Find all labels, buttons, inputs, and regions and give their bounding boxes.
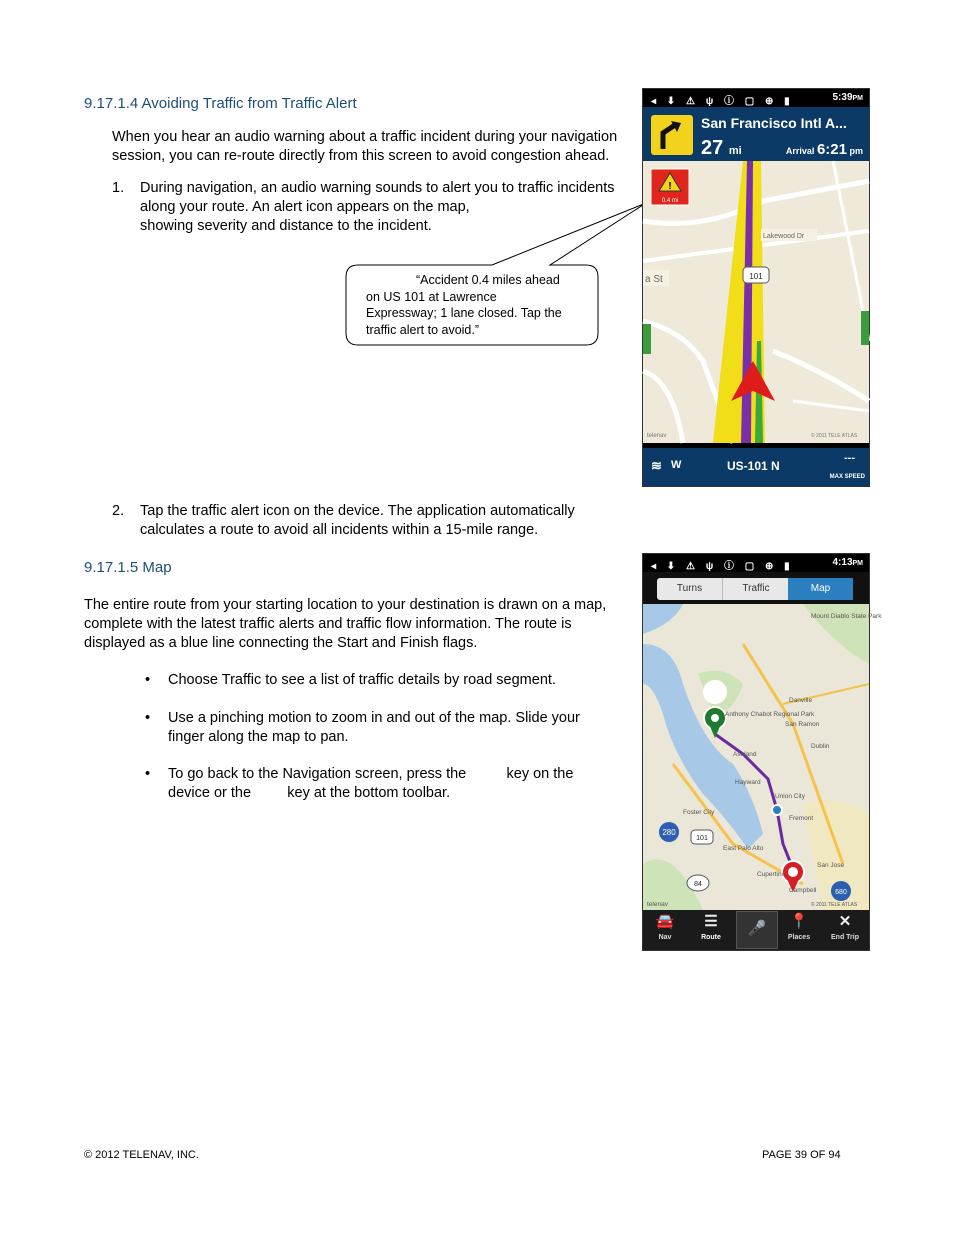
step-line: During navigation, an audio warning sounds to alert you to traffic incidents bbox=[140, 180, 615, 196]
status-time: 5:39PM bbox=[832, 92, 863, 103]
para-line: complete with the latest traffic alerts and traffic flow information. The route is bbox=[84, 616, 572, 632]
tab-group bbox=[657, 578, 853, 600]
map-label: Dublin bbox=[811, 743, 830, 750]
map-label: Mount Diablo State Park bbox=[811, 613, 882, 620]
bullet-line: Choose Traffic to see a list of traffic details by road segment. bbox=[168, 672, 556, 688]
step-line: showing severity and distance to the incident. bbox=[140, 218, 432, 234]
step-1-number: 1. bbox=[112, 180, 125, 196]
step-2-number: 2. bbox=[112, 503, 125, 519]
map-label: San Jose bbox=[817, 862, 845, 869]
status-icons: ◂ ⬇ ⚠ ψ ⓘ ▢ ⊕ ▮ bbox=[651, 96, 794, 107]
bottom-toolbar bbox=[643, 910, 869, 950]
footer-page-number: PAGE 39 OF 94 bbox=[762, 1149, 841, 1161]
pin-icon: 📍 bbox=[789, 913, 809, 930]
bullet-item bbox=[145, 671, 625, 690]
intro-line: session, you can re-route directly from this screen to avoid congestion ahead. bbox=[112, 148, 610, 164]
status-icons: ◂ ⬇ ⚠ ψ ⓘ ▢ ⊕ ▮ bbox=[651, 561, 794, 572]
map-label: Ashland bbox=[733, 751, 757, 758]
callout-line: “Accident 0.4 miles ahead bbox=[416, 273, 560, 287]
intro-line: When you hear an audio warning about a traffic incident during your navigation bbox=[112, 129, 618, 145]
toolbar-route-button[interactable] bbox=[691, 910, 731, 950]
microphone-icon: 🎤 bbox=[747, 920, 767, 937]
toolbar-label: Route bbox=[701, 934, 721, 941]
map-label: Union City bbox=[775, 793, 805, 800]
map-label: San Ramon bbox=[785, 721, 820, 728]
toolbar-end-trip-button[interactable] bbox=[825, 910, 865, 950]
map-graphic bbox=[643, 161, 869, 443]
navigation-screenshot bbox=[642, 88, 870, 487]
map-label: Danville bbox=[789, 697, 813, 704]
callout-line: on US 101 at Lawrence bbox=[366, 289, 497, 304]
highway-shield: 101 bbox=[696, 835, 708, 842]
map-label: Hayward bbox=[735, 779, 761, 786]
map-label: Fremont bbox=[789, 815, 814, 822]
highway-shield: 84 bbox=[694, 881, 702, 888]
close-icon: ✕ bbox=[838, 913, 852, 930]
highway-shield: 680 bbox=[835, 889, 847, 896]
max-speed-label: MAX SPEED bbox=[829, 474, 865, 480]
destination-name: San Francisco Intl A... bbox=[701, 115, 847, 131]
toolbar-label: End Trip bbox=[831, 934, 859, 941]
intro-paragraph bbox=[112, 128, 642, 166]
status-bar bbox=[643, 89, 869, 107]
bullet-item bbox=[145, 709, 625, 747]
map-label: Campbell bbox=[789, 887, 817, 894]
street-label: Lakewood Dr bbox=[763, 233, 805, 240]
step-2-text bbox=[140, 502, 640, 540]
toolbar-places-button[interactable] bbox=[779, 910, 819, 950]
section-heading-map: 9.17.1.5 Map bbox=[84, 559, 172, 576]
toolbar-label: Nav bbox=[658, 934, 672, 941]
bullet-item bbox=[145, 765, 625, 803]
section-heading-avoiding-traffic: 9.17.1.4 Avoiding Traffic from Traffic Alert bbox=[84, 95, 357, 112]
status-time: 4:13PM bbox=[832, 557, 863, 568]
map-label: East Palo Alto bbox=[723, 845, 764, 852]
bullet-line: finger along the map to pan. bbox=[168, 729, 349, 745]
step-line: calculates a route to avoid all incidents within a 15-mile range. bbox=[140, 522, 539, 538]
brand-label: telenav bbox=[647, 901, 668, 908]
callout-line: traffic alert to avoid.” bbox=[366, 322, 480, 337]
map-graphic bbox=[643, 604, 882, 910]
map-copyright: © 2011 TELE ATLAS bbox=[811, 902, 858, 908]
street-label: a St bbox=[645, 274, 663, 285]
map-label: Cupertino bbox=[757, 871, 786, 878]
status-bar bbox=[643, 554, 869, 572]
bullet-dot: • bbox=[145, 672, 151, 688]
bullet-line: Use a pinching motion to zoom in and out of the map. Slide your bbox=[168, 710, 580, 726]
callout-text bbox=[366, 272, 596, 338]
highway-shield: 280 bbox=[662, 828, 676, 837]
route-map[interactable] bbox=[643, 604, 882, 910]
tab-map[interactable]: Map bbox=[788, 578, 853, 600]
distance-remaining: 27 mi bbox=[701, 137, 742, 159]
footer-copyright: © 2012 TELENAV, INC. bbox=[84, 1149, 199, 1161]
brand-label: telenav bbox=[647, 433, 667, 439]
arrival-time: Arrival 6:21 pm bbox=[785, 141, 863, 158]
tab-traffic[interactable]: Traffic bbox=[722, 578, 789, 600]
alert-distance: 0.4 mi bbox=[661, 198, 679, 204]
step-line: Tap the traffic alert icon on the device. The application automatically bbox=[140, 503, 575, 519]
car-icon: 🚘 bbox=[655, 913, 675, 930]
bullet-line: To go back to the Navigation screen, press the key on the bbox=[168, 766, 574, 782]
map-label: Anthony Chabot Regional Park bbox=[725, 711, 815, 718]
nav-bottom-bar bbox=[643, 448, 869, 486]
highway-shield: 101 bbox=[749, 272, 763, 281]
current-road: US-101 N bbox=[727, 459, 780, 473]
tab-turns[interactable]: Turns bbox=[676, 583, 703, 594]
map-copyright: © 2011 TELE ATLAS bbox=[811, 433, 858, 439]
para-line: displayed as a blue line connecting the Start and Finish flags. bbox=[84, 635, 478, 651]
list-icon: ☰ bbox=[704, 913, 718, 930]
callout-line: Expressway; 1 lane closed. Tap the bbox=[366, 306, 562, 320]
map-paragraph bbox=[84, 596, 634, 653]
navigation-map bbox=[643, 161, 869, 443]
step-line: along your route. An alert icon appears on the map, bbox=[140, 199, 470, 215]
bullet-dot: • bbox=[145, 766, 151, 782]
para-line: The entire route from your starting location to your destination is drawn on a map, bbox=[84, 597, 607, 613]
turn-arrow-icon bbox=[651, 115, 693, 155]
toolbar-nav-button[interactable] bbox=[645, 910, 685, 950]
view-tabs bbox=[643, 572, 869, 604]
toolbar-voice-button[interactable] bbox=[736, 911, 778, 949]
bullet-dot: • bbox=[145, 710, 151, 726]
bullet-line: device or the key at the bottom toolbar. bbox=[168, 785, 451, 801]
map-screenshot bbox=[642, 553, 882, 951]
svg-text:!: ! bbox=[668, 181, 672, 192]
toolbar-label: Places bbox=[787, 934, 811, 941]
nav-header bbox=[643, 107, 869, 161]
map-label: Foster City bbox=[683, 809, 715, 816]
compass-icon: ≋ bbox=[651, 458, 662, 473]
speed-value: --- bbox=[844, 452, 855, 464]
heading-direction: W bbox=[671, 459, 682, 471]
